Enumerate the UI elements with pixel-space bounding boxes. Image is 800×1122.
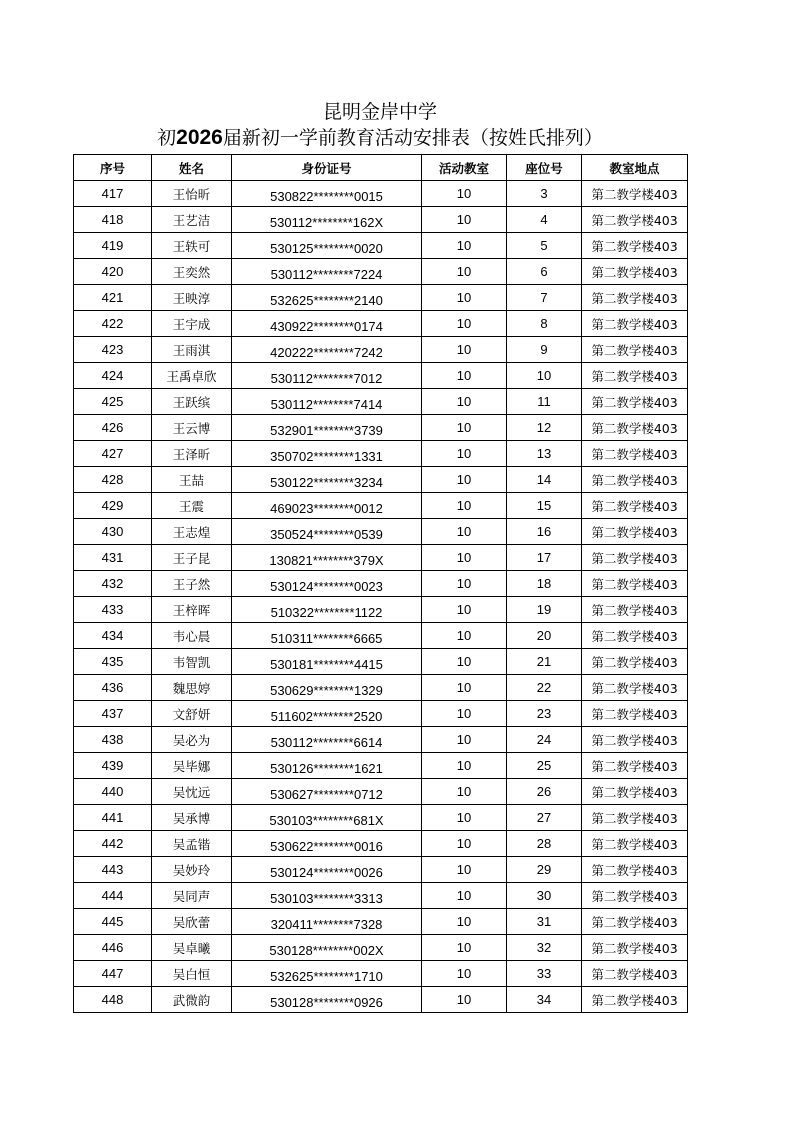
- classroom-cell: 10: [422, 883, 507, 909]
- classroom-cell: 10: [422, 831, 507, 857]
- seat-cell: 3: [507, 181, 582, 207]
- serial-cell: 447: [74, 961, 152, 987]
- seat-cell: 20: [507, 623, 582, 649]
- col-header-id-number: 身份证号: [232, 155, 422, 181]
- serial-cell: 445: [74, 909, 152, 935]
- location-cell: 第二教学楼403: [582, 909, 688, 935]
- id-number-cell: 530629********1329: [232, 675, 422, 701]
- classroom-cell: 10: [422, 909, 507, 935]
- serial-cell: 432: [74, 571, 152, 597]
- id-number-cell: 532625********1710: [232, 961, 422, 987]
- serial-cell: 421: [74, 285, 152, 311]
- classroom-cell: 10: [422, 389, 507, 415]
- name-cell: 王雨淇: [152, 337, 232, 363]
- id-number-cell: 430922********0174: [232, 311, 422, 337]
- table-row: [74, 441, 688, 467]
- classroom-cell: 10: [422, 337, 507, 363]
- serial-cell: 424: [74, 363, 152, 389]
- name-cell: 魏思婷: [152, 675, 232, 701]
- table-row: [74, 363, 688, 389]
- table-row: [74, 753, 688, 779]
- classroom-cell: 10: [422, 259, 507, 285]
- table-row: [74, 285, 688, 311]
- classroom-cell: 10: [422, 935, 507, 961]
- name-cell: 王云博: [152, 415, 232, 441]
- seat-cell: 16: [507, 519, 582, 545]
- title-prefix: 初: [157, 127, 177, 149]
- classroom-cell: 10: [422, 727, 507, 753]
- location-cell: 第二教学楼403: [582, 649, 688, 675]
- name-cell: 王映淳: [152, 285, 232, 311]
- id-number-cell: 530112********7224: [232, 259, 422, 285]
- table-title: [0, 125, 760, 151]
- classroom-cell: 10: [422, 363, 507, 389]
- id-number-cell: 420222********7242: [232, 337, 422, 363]
- id-number-cell: 530126********1621: [232, 753, 422, 779]
- id-number-cell: 530627********0712: [232, 779, 422, 805]
- name-cell: 王泽昕: [152, 441, 232, 467]
- name-cell: 王子然: [152, 571, 232, 597]
- name-cell: 王怡昕: [152, 181, 232, 207]
- classroom-cell: 10: [422, 649, 507, 675]
- serial-cell: 439: [74, 753, 152, 779]
- id-number-cell: 510311********6665: [232, 623, 422, 649]
- location-cell: 第二教学楼403: [582, 987, 688, 1013]
- seat-cell: 32: [507, 935, 582, 961]
- id-number-cell: 530112********162X: [232, 207, 422, 233]
- name-cell: 文舒妍: [152, 701, 232, 727]
- location-cell: 第二教学楼403: [582, 857, 688, 883]
- name-cell: 王震: [152, 493, 232, 519]
- classroom-cell: 10: [422, 805, 507, 831]
- serial-cell: 417: [74, 181, 152, 207]
- id-number-cell: 469023********0012: [232, 493, 422, 519]
- col-header-seat: 座位号: [507, 155, 582, 181]
- id-number-cell: 530622********0016: [232, 831, 422, 857]
- classroom-cell: 10: [422, 623, 507, 649]
- name-cell: 王禹卓欣: [152, 363, 232, 389]
- name-cell: 王子昆: [152, 545, 232, 571]
- classroom-cell: 10: [422, 779, 507, 805]
- col-header-location: 教室地点: [582, 155, 688, 181]
- classroom-cell: 10: [422, 233, 507, 259]
- name-cell: 吴必为: [152, 727, 232, 753]
- seat-cell: 33: [507, 961, 582, 987]
- seat-cell: 30: [507, 883, 582, 909]
- classroom-cell: 10: [422, 857, 507, 883]
- seat-cell: 13: [507, 441, 582, 467]
- classroom-cell: 10: [422, 545, 507, 571]
- serial-cell: 442: [74, 831, 152, 857]
- seat-cell: 7: [507, 285, 582, 311]
- table-row: [74, 181, 688, 207]
- serial-cell: 423: [74, 337, 152, 363]
- name-cell: 吴承博: [152, 805, 232, 831]
- seat-cell: 10: [507, 363, 582, 389]
- serial-cell: 434: [74, 623, 152, 649]
- classroom-cell: 10: [422, 675, 507, 701]
- table-row: [74, 805, 688, 831]
- location-cell: 第二教学楼403: [582, 831, 688, 857]
- title-year: 2026: [176, 126, 223, 149]
- table-row: [74, 311, 688, 337]
- location-cell: 第二教学楼403: [582, 311, 688, 337]
- seat-cell: 22: [507, 675, 582, 701]
- id-number-cell: 532901********3739: [232, 415, 422, 441]
- id-number-cell: 530181********4415: [232, 649, 422, 675]
- classroom-cell: 10: [422, 207, 507, 233]
- seat-cell: 9: [507, 337, 582, 363]
- table-row: [74, 545, 688, 571]
- seat-cell: 28: [507, 831, 582, 857]
- table-row: [74, 571, 688, 597]
- name-cell: 王跃缤: [152, 389, 232, 415]
- serial-cell: 436: [74, 675, 152, 701]
- table-row: [74, 857, 688, 883]
- id-number-cell: 530125********0020: [232, 233, 422, 259]
- table-row: [74, 883, 688, 909]
- table-row: [74, 675, 688, 701]
- location-cell: 第二教学楼403: [582, 753, 688, 779]
- seat-cell: 15: [507, 493, 582, 519]
- name-cell: 吴孟锴: [152, 831, 232, 857]
- location-cell: 第二教学楼403: [582, 363, 688, 389]
- location-cell: 第二教学楼403: [582, 935, 688, 961]
- table-row: [74, 935, 688, 961]
- serial-cell: 437: [74, 701, 152, 727]
- location-cell: 第二教学楼403: [582, 337, 688, 363]
- location-cell: 第二教学楼403: [582, 571, 688, 597]
- table-row: [74, 493, 688, 519]
- serial-cell: 418: [74, 207, 152, 233]
- seat-cell: 18: [507, 571, 582, 597]
- classroom-cell: 10: [422, 597, 507, 623]
- seat-cell: 6: [507, 259, 582, 285]
- id-number-cell: 510322********1122: [232, 597, 422, 623]
- seat-cell: 5: [507, 233, 582, 259]
- seat-cell: 25: [507, 753, 582, 779]
- name-cell: 武微韵: [152, 987, 232, 1013]
- seat-cell: 14: [507, 467, 582, 493]
- location-cell: 第二教学楼403: [582, 493, 688, 519]
- id-number-cell: 530822********0015: [232, 181, 422, 207]
- name-cell: 韦心晨: [152, 623, 232, 649]
- serial-cell: 431: [74, 545, 152, 571]
- id-number-cell: 130821********379X: [232, 545, 422, 571]
- classroom-cell: 10: [422, 441, 507, 467]
- classroom-cell: 10: [422, 519, 507, 545]
- seat-cell: 11: [507, 389, 582, 415]
- location-cell: 第二教学楼403: [582, 961, 688, 987]
- table-row: [74, 727, 688, 753]
- seat-cell: 29: [507, 857, 582, 883]
- col-header-name: 姓名: [152, 155, 232, 181]
- table-row: [74, 389, 688, 415]
- location-cell: 第二教学楼403: [582, 883, 688, 909]
- name-cell: 王轶可: [152, 233, 232, 259]
- serial-cell: 419: [74, 233, 152, 259]
- table-row: [74, 467, 688, 493]
- serial-cell: 426: [74, 415, 152, 441]
- location-cell: 第二教学楼403: [582, 675, 688, 701]
- location-cell: 第二教学楼403: [582, 441, 688, 467]
- serial-cell: 430: [74, 519, 152, 545]
- col-header-classroom: 活动教室: [422, 155, 507, 181]
- seat-cell: 24: [507, 727, 582, 753]
- id-number-cell: 530124********0026: [232, 857, 422, 883]
- location-cell: 第二教学楼403: [582, 389, 688, 415]
- id-number-cell: 532625********2140: [232, 285, 422, 311]
- name-cell: 吴忱远: [152, 779, 232, 805]
- name-cell: 王志煌: [152, 519, 232, 545]
- id-number-cell: 350524********0539: [232, 519, 422, 545]
- title-suffix: 届新初一学前教育活动安排表（按姓氏排列）: [222, 127, 603, 149]
- col-header-serial: 序号: [74, 155, 152, 181]
- seat-cell: 12: [507, 415, 582, 441]
- serial-cell: 441: [74, 805, 152, 831]
- serial-cell: 420: [74, 259, 152, 285]
- seat-cell: 31: [507, 909, 582, 935]
- seat-cell: 26: [507, 779, 582, 805]
- location-cell: 第二教学楼403: [582, 233, 688, 259]
- classroom-cell: 10: [422, 285, 507, 311]
- name-cell: 王梓晖: [152, 597, 232, 623]
- table-row: [74, 259, 688, 285]
- location-cell: 第二教学楼403: [582, 285, 688, 311]
- classroom-cell: 10: [422, 493, 507, 519]
- seat-cell: 8: [507, 311, 582, 337]
- seat-cell: 19: [507, 597, 582, 623]
- classroom-cell: 10: [422, 753, 507, 779]
- id-number-cell: 530103********3313: [232, 883, 422, 909]
- id-number-cell: 530103********681X: [232, 805, 422, 831]
- name-cell: 韦智凯: [152, 649, 232, 675]
- classroom-cell: 10: [422, 415, 507, 441]
- serial-cell: 444: [74, 883, 152, 909]
- name-cell: 吴卓曦: [152, 935, 232, 961]
- serial-cell: 448: [74, 987, 152, 1013]
- id-number-cell: 350702********1331: [232, 441, 422, 467]
- table-row: [74, 987, 688, 1013]
- serial-cell: 425: [74, 389, 152, 415]
- id-number-cell: 320411********7328: [232, 909, 422, 935]
- table-row: [74, 779, 688, 805]
- table-row: [74, 415, 688, 441]
- location-cell: 第二教学楼403: [582, 519, 688, 545]
- serial-cell: 433: [74, 597, 152, 623]
- name-cell: 吴白恒: [152, 961, 232, 987]
- name-cell: 吴同声: [152, 883, 232, 909]
- id-number-cell: 530128********0926: [232, 987, 422, 1013]
- seat-cell: 23: [507, 701, 582, 727]
- seat-cell: 17: [507, 545, 582, 571]
- table-body: [74, 181, 688, 1013]
- location-cell: 第二教学楼403: [582, 415, 688, 441]
- table-row: [74, 519, 688, 545]
- location-cell: 第二教学楼403: [582, 805, 688, 831]
- location-cell: 第二教学楼403: [582, 259, 688, 285]
- classroom-cell: 10: [422, 987, 507, 1013]
- id-number-cell: 530128********002X: [232, 935, 422, 961]
- table-row: [74, 831, 688, 857]
- table-row: [74, 623, 688, 649]
- table-row: [74, 649, 688, 675]
- serial-cell: 443: [74, 857, 152, 883]
- seat-cell: 4: [507, 207, 582, 233]
- name-cell: 王喆: [152, 467, 232, 493]
- name-cell: 王宇成: [152, 311, 232, 337]
- seat-cell: 27: [507, 805, 582, 831]
- location-cell: 第二教学楼403: [582, 701, 688, 727]
- name-cell: 吴毕娜: [152, 753, 232, 779]
- id-number-cell: 530112********6614: [232, 727, 422, 753]
- classroom-cell: 10: [422, 701, 507, 727]
- location-cell: 第二教学楼403: [582, 597, 688, 623]
- table-row: [74, 233, 688, 259]
- serial-cell: 428: [74, 467, 152, 493]
- serial-cell: 422: [74, 311, 152, 337]
- seat-cell: 34: [507, 987, 582, 1013]
- id-number-cell: 530124********0023: [232, 571, 422, 597]
- id-number-cell: 530122********3234: [232, 467, 422, 493]
- id-number-cell: 530112********7414: [232, 389, 422, 415]
- id-number-cell: 511602********2520: [232, 701, 422, 727]
- school-title: 昆明金岸中学: [322, 101, 437, 123]
- serial-cell: 429: [74, 493, 152, 519]
- location-cell: 第二教学楼403: [582, 467, 688, 493]
- name-cell: 吴妙玲: [152, 857, 232, 883]
- seat-cell: 21: [507, 649, 582, 675]
- name-cell: 吴欣蕾: [152, 909, 232, 935]
- location-cell: 第二教学楼403: [582, 779, 688, 805]
- table-row: [74, 961, 688, 987]
- table-row: [74, 701, 688, 727]
- table-row: [74, 337, 688, 363]
- serial-cell: 440: [74, 779, 152, 805]
- classroom-cell: 10: [422, 181, 507, 207]
- name-cell: 王艺洁: [152, 207, 232, 233]
- classroom-cell: 10: [422, 467, 507, 493]
- table-row: [74, 909, 688, 935]
- location-cell: 第二教学楼403: [582, 623, 688, 649]
- serial-cell: 427: [74, 441, 152, 467]
- location-cell: 第二教学楼403: [582, 207, 688, 233]
- serial-cell: 438: [74, 727, 152, 753]
- serial-cell: 435: [74, 649, 152, 675]
- location-cell: 第二教学楼403: [582, 727, 688, 753]
- header-row: [74, 155, 688, 181]
- schedule-table: [73, 154, 688, 1013]
- location-cell: 第二教学楼403: [582, 181, 688, 207]
- table-row: [74, 207, 688, 233]
- location-cell: 第二教学楼403: [582, 545, 688, 571]
- serial-cell: 446: [74, 935, 152, 961]
- id-number-cell: 530112********7012: [232, 363, 422, 389]
- classroom-cell: 10: [422, 571, 507, 597]
- name-cell: 王奕然: [152, 259, 232, 285]
- classroom-cell: 10: [422, 961, 507, 987]
- classroom-cell: 10: [422, 311, 507, 337]
- table-row: [74, 597, 688, 623]
